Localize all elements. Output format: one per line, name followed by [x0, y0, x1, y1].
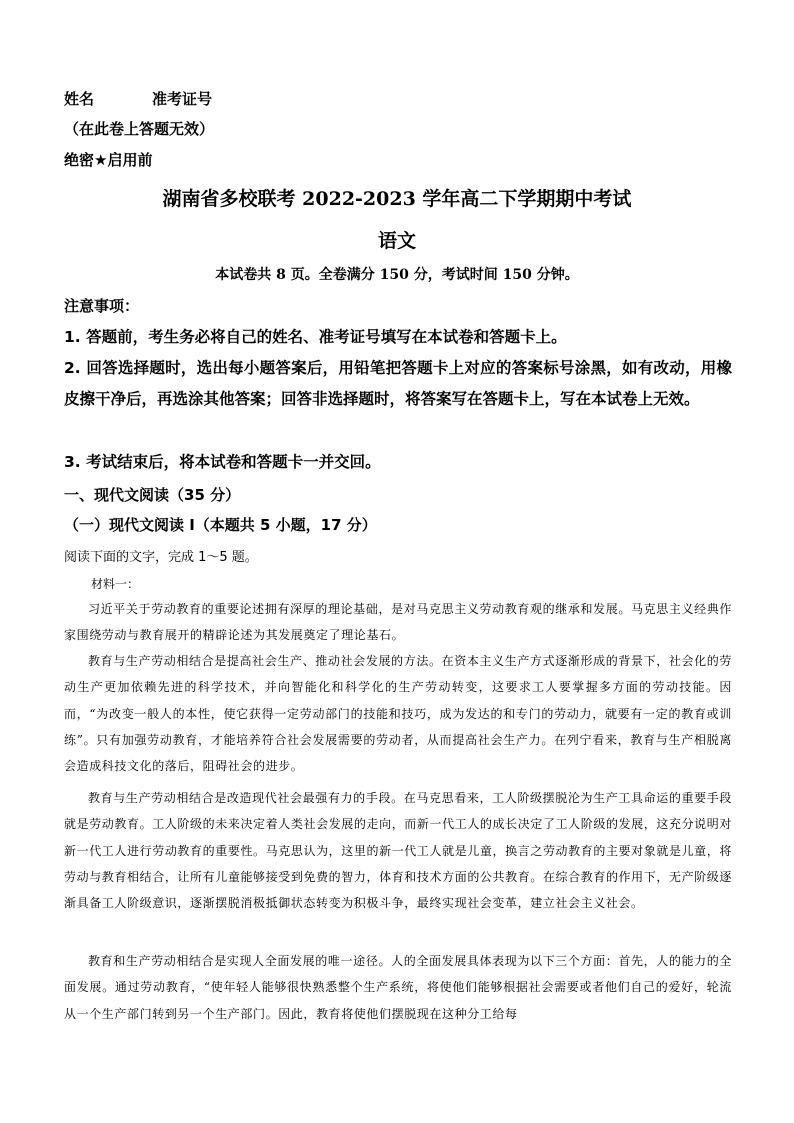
secret-label: 绝密★启用前 [64, 151, 153, 169]
exam-info: 本试卷共 8 页。全卷满分 150 分，考试时间 150 分钟。 [215, 267, 579, 283]
invalid-note: （在此卷上答题无效） [64, 120, 215, 138]
notice-item-1: 1. 答题前，考生务必将自己的姓名、准考证号填写在本试卷和答题卡上。 [64, 328, 567, 346]
subject-title: 语文 [377, 230, 416, 252]
notice-item-2: 2. 回答选择题时，选出每小题答案后，用铅笔把答题卡上对应的答案标号涂黑，如有改动，用橡皮擦干净后，再选涂其他答案；回答非选择题时，将答案写在答题卡上，写在本试卷上无效。 [64, 359, 732, 408]
material-label: 材料一： [91, 577, 140, 591]
subsection-heading: （一）现代文阅读 I（本题共 5 小题，17 分） [64, 516, 377, 534]
material-paragraph-3: 教育与生产劳动相结合是改造现代社会最强有力的手段。在马克思看来，工人阶级摆脱沦为生产工具命运的重要手段就是劳动教育。工人阶级的未来决定着人类社会发展的走向，而新一代工人的成长决定了工人阶级的发展，这充分说明对新一代工人进行劳动教育的重要性。马克思认为，这里的新一代工人就是儿童，换言之劳动教育的主要对象就是儿童，将劳动与教育相结合，让所有儿童能够接受到免费的智力，体育和技术方面的公共教育。在综合教育的作用下，无产阶级逐渐具备工人阶级意识，逐渐摆脱消极抵御状态转变为积极斗争，最终实现社会变革，建立社会主义社会。 [64, 791, 732, 911]
material-paragraph-2: 教育与生产劳动相结合是提高社会生产、推动社会发展的方法。在资本主义生产方式逐渐形成的背景下，社会化的劳动生产更加依赖先进的科学技术，并向智能化和科学化的生产劳动转变，这要求工人要掌握多方面的劳动技能。因而，“为改变一般人的本性，使它获得一定劳动部门的技能和技巧，成为发达的和专门的劳动力，就要有一定的教育或训练”。只有加强劳动教育，才能培养符合社会发展需要的劳动者，从而提高社会生产力。在列宁看来，教育与生产相脱离会造成科技文化的落后，阻碍社会的进步。 [64, 654, 732, 774]
material-paragraph-1: 习近平关于劳动教育的重要论述拥有深厚的理论基础，是对马克思主义劳动教育观的继承和发展。马克思主义经典作家围绕劳动与教育展开的精辟论述为其发展奠定了理论基石。 [64, 602, 732, 643]
material-paragraph-4: 教育和生产劳动相结合是实现人全面发展的唯一途径。人的全面发展具体表现为以下三个方面：首先，人的能力的全面发展。通过劳动教育，“使年轻人能够很快熟悉整个生产系统，将使他们能够根据社会需要或者他们自己的爱好，轮流从一个生产部门转到另一个生产部门。因此，教育将使他们摆脱现在这种分工给每 [64, 954, 732, 1021]
name-label: 姓名 [64, 90, 95, 108]
section-heading: 一、现代文阅读（35 分） [64, 486, 241, 504]
notice-heading: 注意事项： [64, 297, 140, 315]
notice-item-3: 3. 考试结束后，将本试卷和答题卡一并交回。 [64, 453, 381, 471]
exam-title: 湖南省多校联考 2022-2023 学年高二下学期期中考试 [162, 188, 632, 210]
reading-instruction: 阅读下面的文字，完成 1～5 题。 [64, 550, 258, 565]
exam-id-label: 准考证号 [152, 90, 213, 108]
